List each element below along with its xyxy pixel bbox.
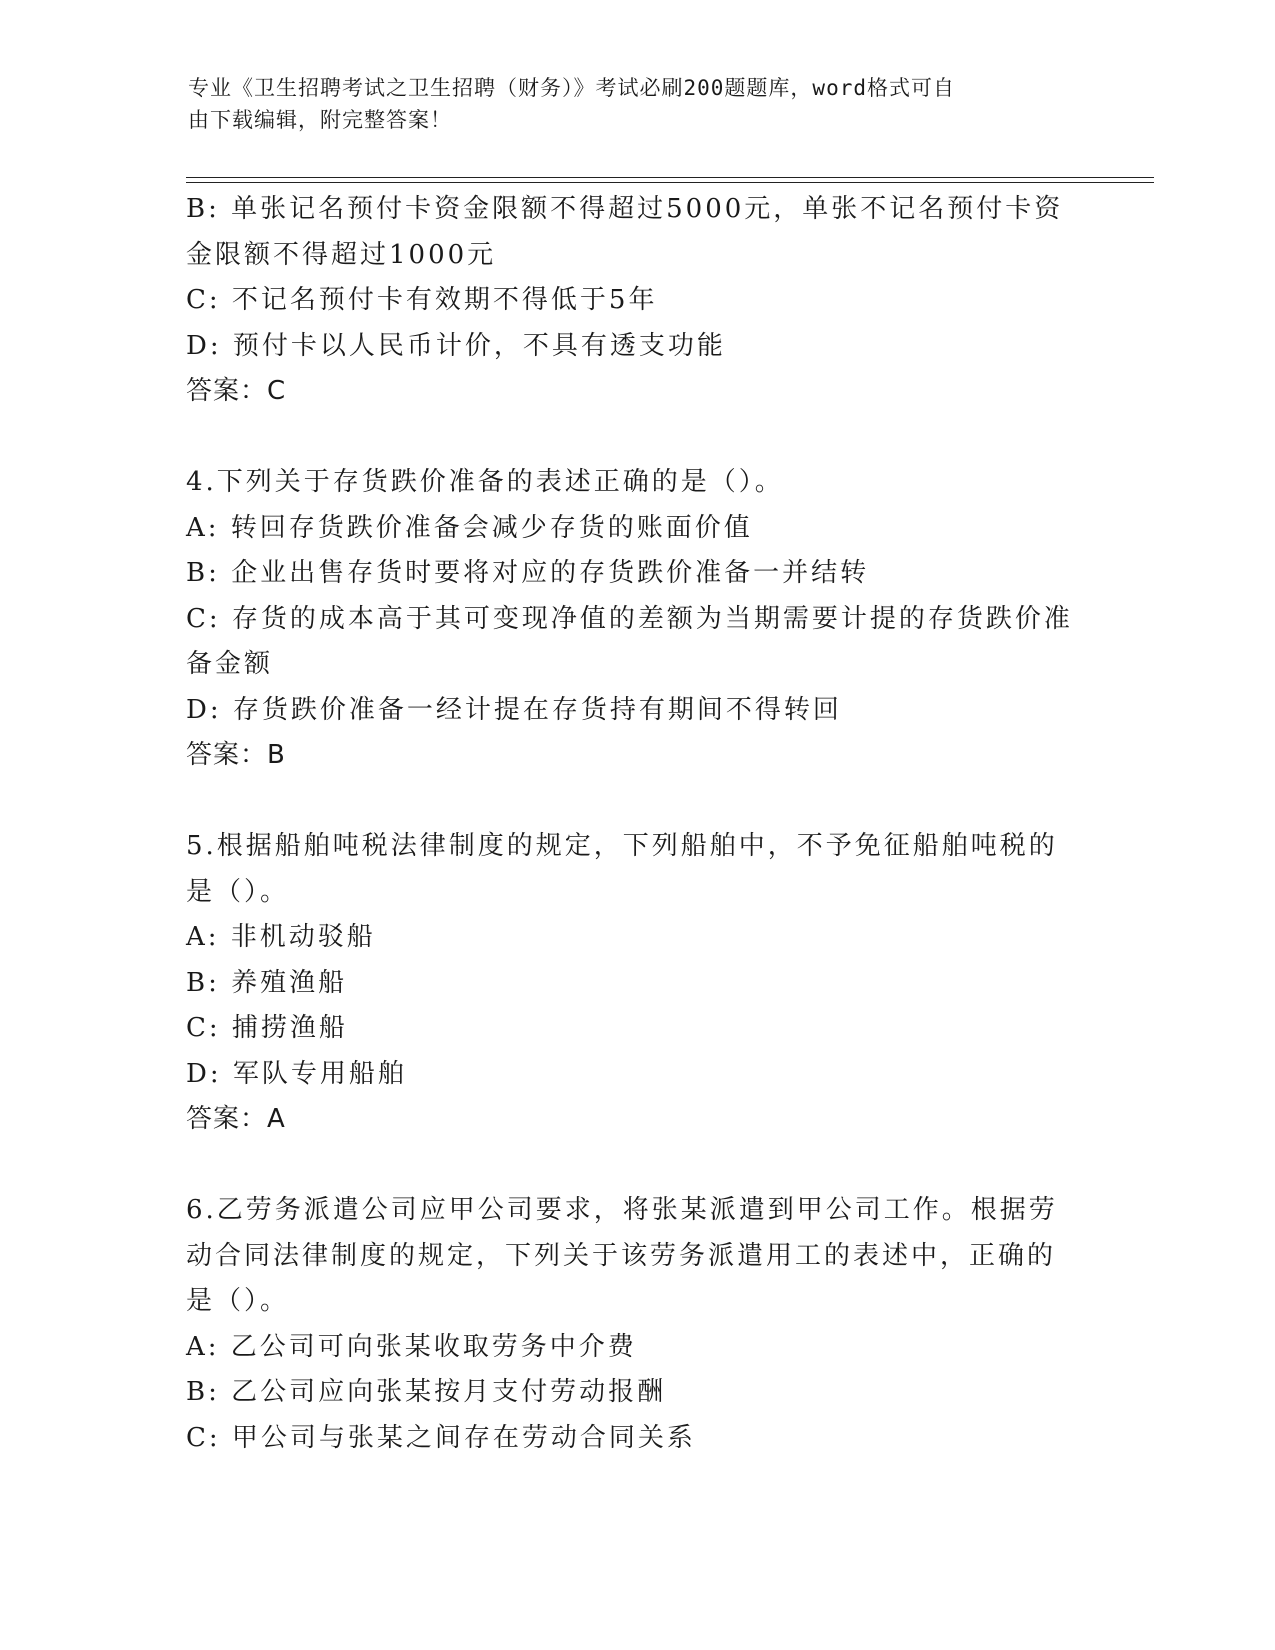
q5-option-d: D: 军队专用船舶 [186, 1058, 407, 1089]
q5-stem-line-2: 是（）。 [186, 876, 290, 907]
q4-option-b: B: 企业出售存货时要将对应的存货跌价准备一并结转 [186, 558, 870, 588]
header-divider-bottom [186, 182, 1154, 183]
q3-option-b-line-2: 金限额不得超过1000元 [186, 239, 497, 270]
q5-answer: 答案：A [186, 1104, 286, 1134]
q5-option-a: A: 非机动驳船 [186, 922, 376, 952]
q5-option-b: B: 养殖渔船 [186, 967, 348, 998]
q6-option-c: C: 甲公司与张某之间存在劳动合同关系 [186, 1422, 696, 1453]
q5-stem-line-1: 5.根据船舶吨税法律制度的规定，下列船舶中，不予免征船舶吨税的 [186, 831, 1058, 861]
spacer [186, 1143, 1086, 1189]
q6-option-b: B: 乙公司应向张某按月支付劳动报酬 [186, 1377, 667, 1407]
q6-stem-line-2: 动合同法律制度的规定，下列关于该劳务派遣用工的表述中，正确的 [186, 1240, 1057, 1271]
q4-option-c-line-2: 备金额 [186, 649, 274, 679]
question-6 [186, 1188, 1086, 1461]
header-title-line-1: 专业《卫生招聘考试之卫生招聘（财务）》考试必刷200题题库，word格式可自 [188, 76, 955, 100]
question-5 [186, 824, 1086, 1143]
header-title-line-2: 由下载编辑，附完整答案！ [188, 108, 452, 132]
q4-option-d: D: 存货跌价准备一经计提在存货持有期间不得转回 [186, 694, 842, 725]
q6-option-a: A: 乙公司可向张某收取劳务中介费 [186, 1331, 637, 1362]
q4-option-c-line-1: C: 存货的成本高于其可变现净值的差额为当期需要计提的存货跌价准 [186, 603, 1073, 634]
header-divider-top [186, 177, 1154, 178]
q5-option-c: C: 捕捞渔船 [186, 1013, 348, 1043]
question-list [186, 187, 1086, 1461]
spacer [186, 779, 1086, 825]
q3-option-c: C: 不记名预付卡有效期不得低于5年 [186, 285, 658, 315]
q4-option-a: A: 转回存货跌价准备会减少存货的账面价值 [186, 512, 753, 543]
spacer [186, 415, 1086, 461]
q4-stem: 4.下列关于存货跌价准备的表述正确的是（）。 [186, 467, 784, 497]
question-3 [186, 187, 1086, 415]
q3-option-d: D: 预付卡以人民币计价，不具有透支功能 [186, 330, 726, 361]
q4-answer: 答案：B [186, 740, 286, 770]
question-4 [186, 460, 1086, 779]
q3-answer: 答案：C [186, 376, 287, 406]
q6-stem-line-3: 是（）。 [186, 1286, 290, 1316]
document-header [188, 72, 1068, 136]
q6-stem-line-1: 6.乙劳务派遣公司应甲公司要求，将张某派遣到甲公司工作。根据劳 [186, 1195, 1058, 1225]
q3-option-b-line-1: B: 单张记名预付卡资金限额不得超过5000元，单张不记名预付卡资 [186, 194, 1064, 224]
